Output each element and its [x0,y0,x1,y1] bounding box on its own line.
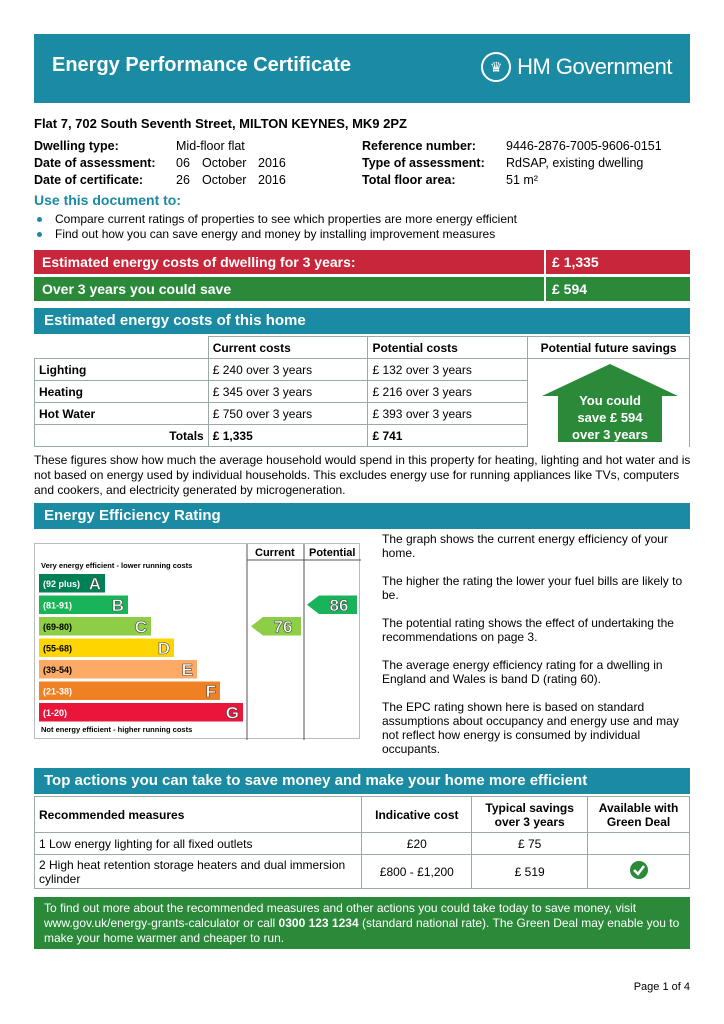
rating-band-letter: E [181,660,193,680]
bullet-icon [37,232,42,237]
rating-band-range: (81-91) [43,600,73,611]
current-rating-value: 76 [273,617,293,637]
col-cost: Indicative cost [362,797,472,833]
rating-section-title: Energy Efficiency Rating [34,503,690,529]
potential-saving-value: £ 594 [544,277,690,301]
energy-rating-graph [34,543,360,739]
green-deal-cell [588,855,690,889]
cell-potential: £ 393 over 3 years [368,403,528,425]
cell-potential: £ 216 over 3 years [368,381,528,403]
more-info-note: To find out more about the recommended measures and other actions you could take today to save money, visit www.gov.uk/energy-grants-calculator or call 0300 123 1234 (standard national rate). The Green Deal may enable you to make your home warmer and cheaper to run. [34,897,690,949]
hm-government-logo [481,52,672,82]
estimated-cost-bar [34,250,690,274]
assessment-year: 2016 [258,156,286,170]
cell-current: £ 240 over 3 years [208,359,368,381]
rating-band-range: (1-20) [43,708,68,718]
potential-saving-bar [34,277,690,301]
rating-band-letter: D [157,639,170,658]
potential-rating-value: 86 [329,596,349,615]
hm-government-text: HM Government [517,54,672,79]
details-left [34,138,286,189]
cell-potential: £ 132 over 3 years [368,359,528,381]
rating-band-range: (39-54) [43,665,73,675]
assessment-day: 06 [176,156,190,170]
current-column-label: Current [255,547,295,559]
bottom-efficiency-note: Not energy efficient - higher running costs [41,725,193,734]
assessment-date-label: Date of assessment: [34,156,156,170]
cell-current: £ 750 over 3 years [208,403,368,425]
potential-saving-label: Over 3 years you could save [42,281,232,297]
rating-band-letter: A [88,574,101,594]
rating-chart-svg [35,544,361,740]
row-label: Lighting [35,359,209,381]
certificate-year: 2016 [258,173,286,187]
cost-cell: £20 [362,833,472,855]
bullet-icon [37,217,42,222]
assessment-month: October [202,156,247,170]
use-document-title: Use this document to: [34,192,182,208]
phone-number: 0300 123 1234 [278,916,359,930]
certificate-month: October [202,173,247,187]
rating-band-g [39,703,243,722]
col-green-deal: Available with Green Deal [588,797,690,833]
col-current-costs: Current costs [208,337,368,359]
actions-section-title: Top actions you can take to save money and make your home more efficient [34,768,690,794]
table-row [35,833,690,855]
certificate-day: 26 [176,173,190,187]
measure-cell: 1 Low energy lighting for all fixed outlets [35,833,362,855]
top-efficiency-note: Very energy efficient - lower running costs [41,561,193,570]
assessment-type-value: RdSAP, existing dwelling [506,156,644,170]
cost-cell: £800 - £1,200 [362,855,472,889]
floor-area-label: Total floor area: [362,173,456,187]
rating-band-range: (92 plus) [43,579,81,589]
savings-callout: You could save £ 594 over 3 years [572,393,648,442]
rating-band-range: (21-38) [43,686,73,697]
list-item: Find out how you can save energy and money by installing improvement measures [34,227,517,242]
rating-description: The graph shows the current energy efficiency of your home. The higher the rating the lower your fuel bills are likely to be. The potential rating shows the effect of undertaking the recommendations on page 3. The average energy efficiency rating for a dwelling in England and Wales is band D (rating 60). The EPC rating shown here is based on standard assumptions about occupancy and energy use and may not reflect how energy is consumed by individual occupants. [382,532,683,756]
property-address: Flat 7, 702 South Seventh Street, MILTON KEYNES, MK9 2PZ [34,116,407,131]
rating-band-letter: B [111,596,124,615]
rating-bands [39,574,243,723]
estimated-cost-value: £ 1,335 [544,250,690,274]
rating-band-letter: C [134,617,147,637]
totals-potential: £ 741 [368,425,528,447]
details-right [362,138,662,189]
floor-area-value: 51 m² [506,173,538,187]
rating-band-range: (55-68) [43,643,73,654]
table-row [35,855,690,889]
dwelling-type-label: Dwelling type: [34,139,119,153]
use-document-list [34,212,517,242]
rating-band-range: (69-80) [43,622,73,632]
savings-cell: £ 519 [472,855,588,889]
royal-crest-icon: ♛ [481,52,511,82]
costs-explanation: These figures show how much the average household would spend in this property for heating, lighting and hot water and is not based on energy used by individual households. This excludes energy use for running appliances like TVs, computers and cookers, and electricity generated by microgeneration. [34,453,691,497]
col-measures: Recommended measures [35,797,362,833]
list-item: Compare current ratings of properties to see which properties are more energy efficient [34,212,517,227]
rating-band-letter: F [205,682,216,701]
col-savings: Typical savings over 3 years [472,797,588,833]
col-future-savings: Potential future savings [528,337,690,359]
green-check-icon [629,860,649,880]
row-label: Heating [35,381,209,403]
row-label: Hot Water [35,403,209,425]
dwelling-type-value: Mid-floor flat [176,139,245,153]
page-number: Page 1 of 4 [633,981,690,993]
page-title: Energy Performance Certificate [52,54,352,76]
assessment-type-label: Type of assessment: [362,156,485,170]
totals-current: £ 1,335 [208,425,368,447]
measure-cell: 2 High heat retention storage heaters and dual immersion cylinder [35,855,362,889]
savings-cell: £ 75 [472,833,588,855]
potential-column-label: Potential [309,547,356,559]
costs-section-title: Estimated energy costs of this home [34,308,690,334]
recommended-actions-table [34,796,690,889]
col-potential-costs: Potential costs [368,337,528,359]
cell-current: £ 345 over 3 years [208,381,368,403]
rating-band-letter: G [225,703,239,723]
estimated-cost-label: Estimated energy costs of dwelling for 3 years: [42,254,356,270]
totals-label: Totals [35,425,209,447]
certificate-date-label: Date of certificate: [34,173,144,187]
reference-value: 9446-2876-7005-9606-0151 [506,139,662,153]
epc-header [34,34,690,103]
reference-label: Reference number: [362,139,476,153]
